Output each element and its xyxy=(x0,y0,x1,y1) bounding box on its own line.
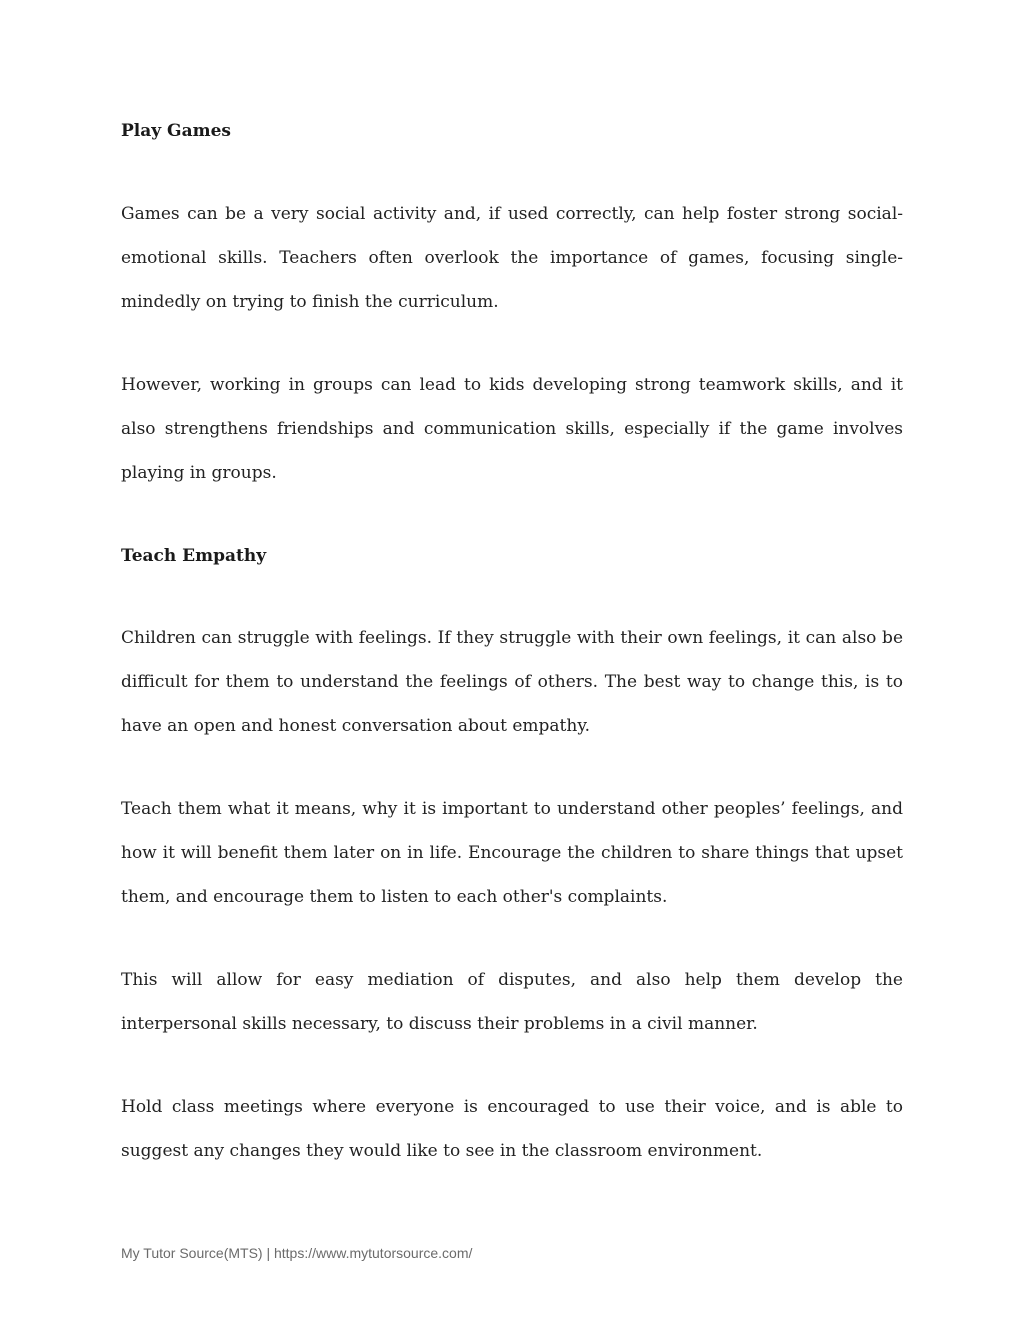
paragraph-games-social: Games can be a very social activity and, if used correctly, can help foster strong social-emotional skills. Teachers often overlook the importance of games, focusing single-mindedly on trying to finish the curriculum. xyxy=(121,204,903,312)
section-heading-play-games: Play Games xyxy=(121,121,231,141)
paragraph-mediation: This will allow for easy mediation of disputes, and also help them develop the interpersonal skills necessary, to discuss their problems in a civil manner. xyxy=(121,970,903,1034)
paragraph-teach-meaning: Teach them what it means, why it is important to understand other peoples’ feelings, and how it will benefit them later on in life. Encourage the children to share things that upset them, and encourage them to listen to each other's complaints. xyxy=(121,799,903,907)
paragraph-class-meetings: Hold class meetings where everyone is encouraged to use their voice, and is able to suggest any changes they would like to see in the classroom environment. xyxy=(121,1097,903,1161)
paragraph-children-feelings: Children can struggle with feelings. If they struggle with their own feelings, it can also be difficult for them to understand the feelings of others. The best way to change this, is to have an open and honest conversation about empathy. xyxy=(121,628,903,736)
paragraph-groups-teamwork: However, working in groups can lead to kids developing strong teamwork skills, and it also strengthens friendships and communication skills, especially if the game involves playing in groups. xyxy=(121,375,903,483)
section-heading-teach-empathy: Teach Empathy xyxy=(121,546,267,566)
page-footer: My Tutor Source(MTS) | https://www.mytutorsource.com/ xyxy=(121,1245,473,1261)
